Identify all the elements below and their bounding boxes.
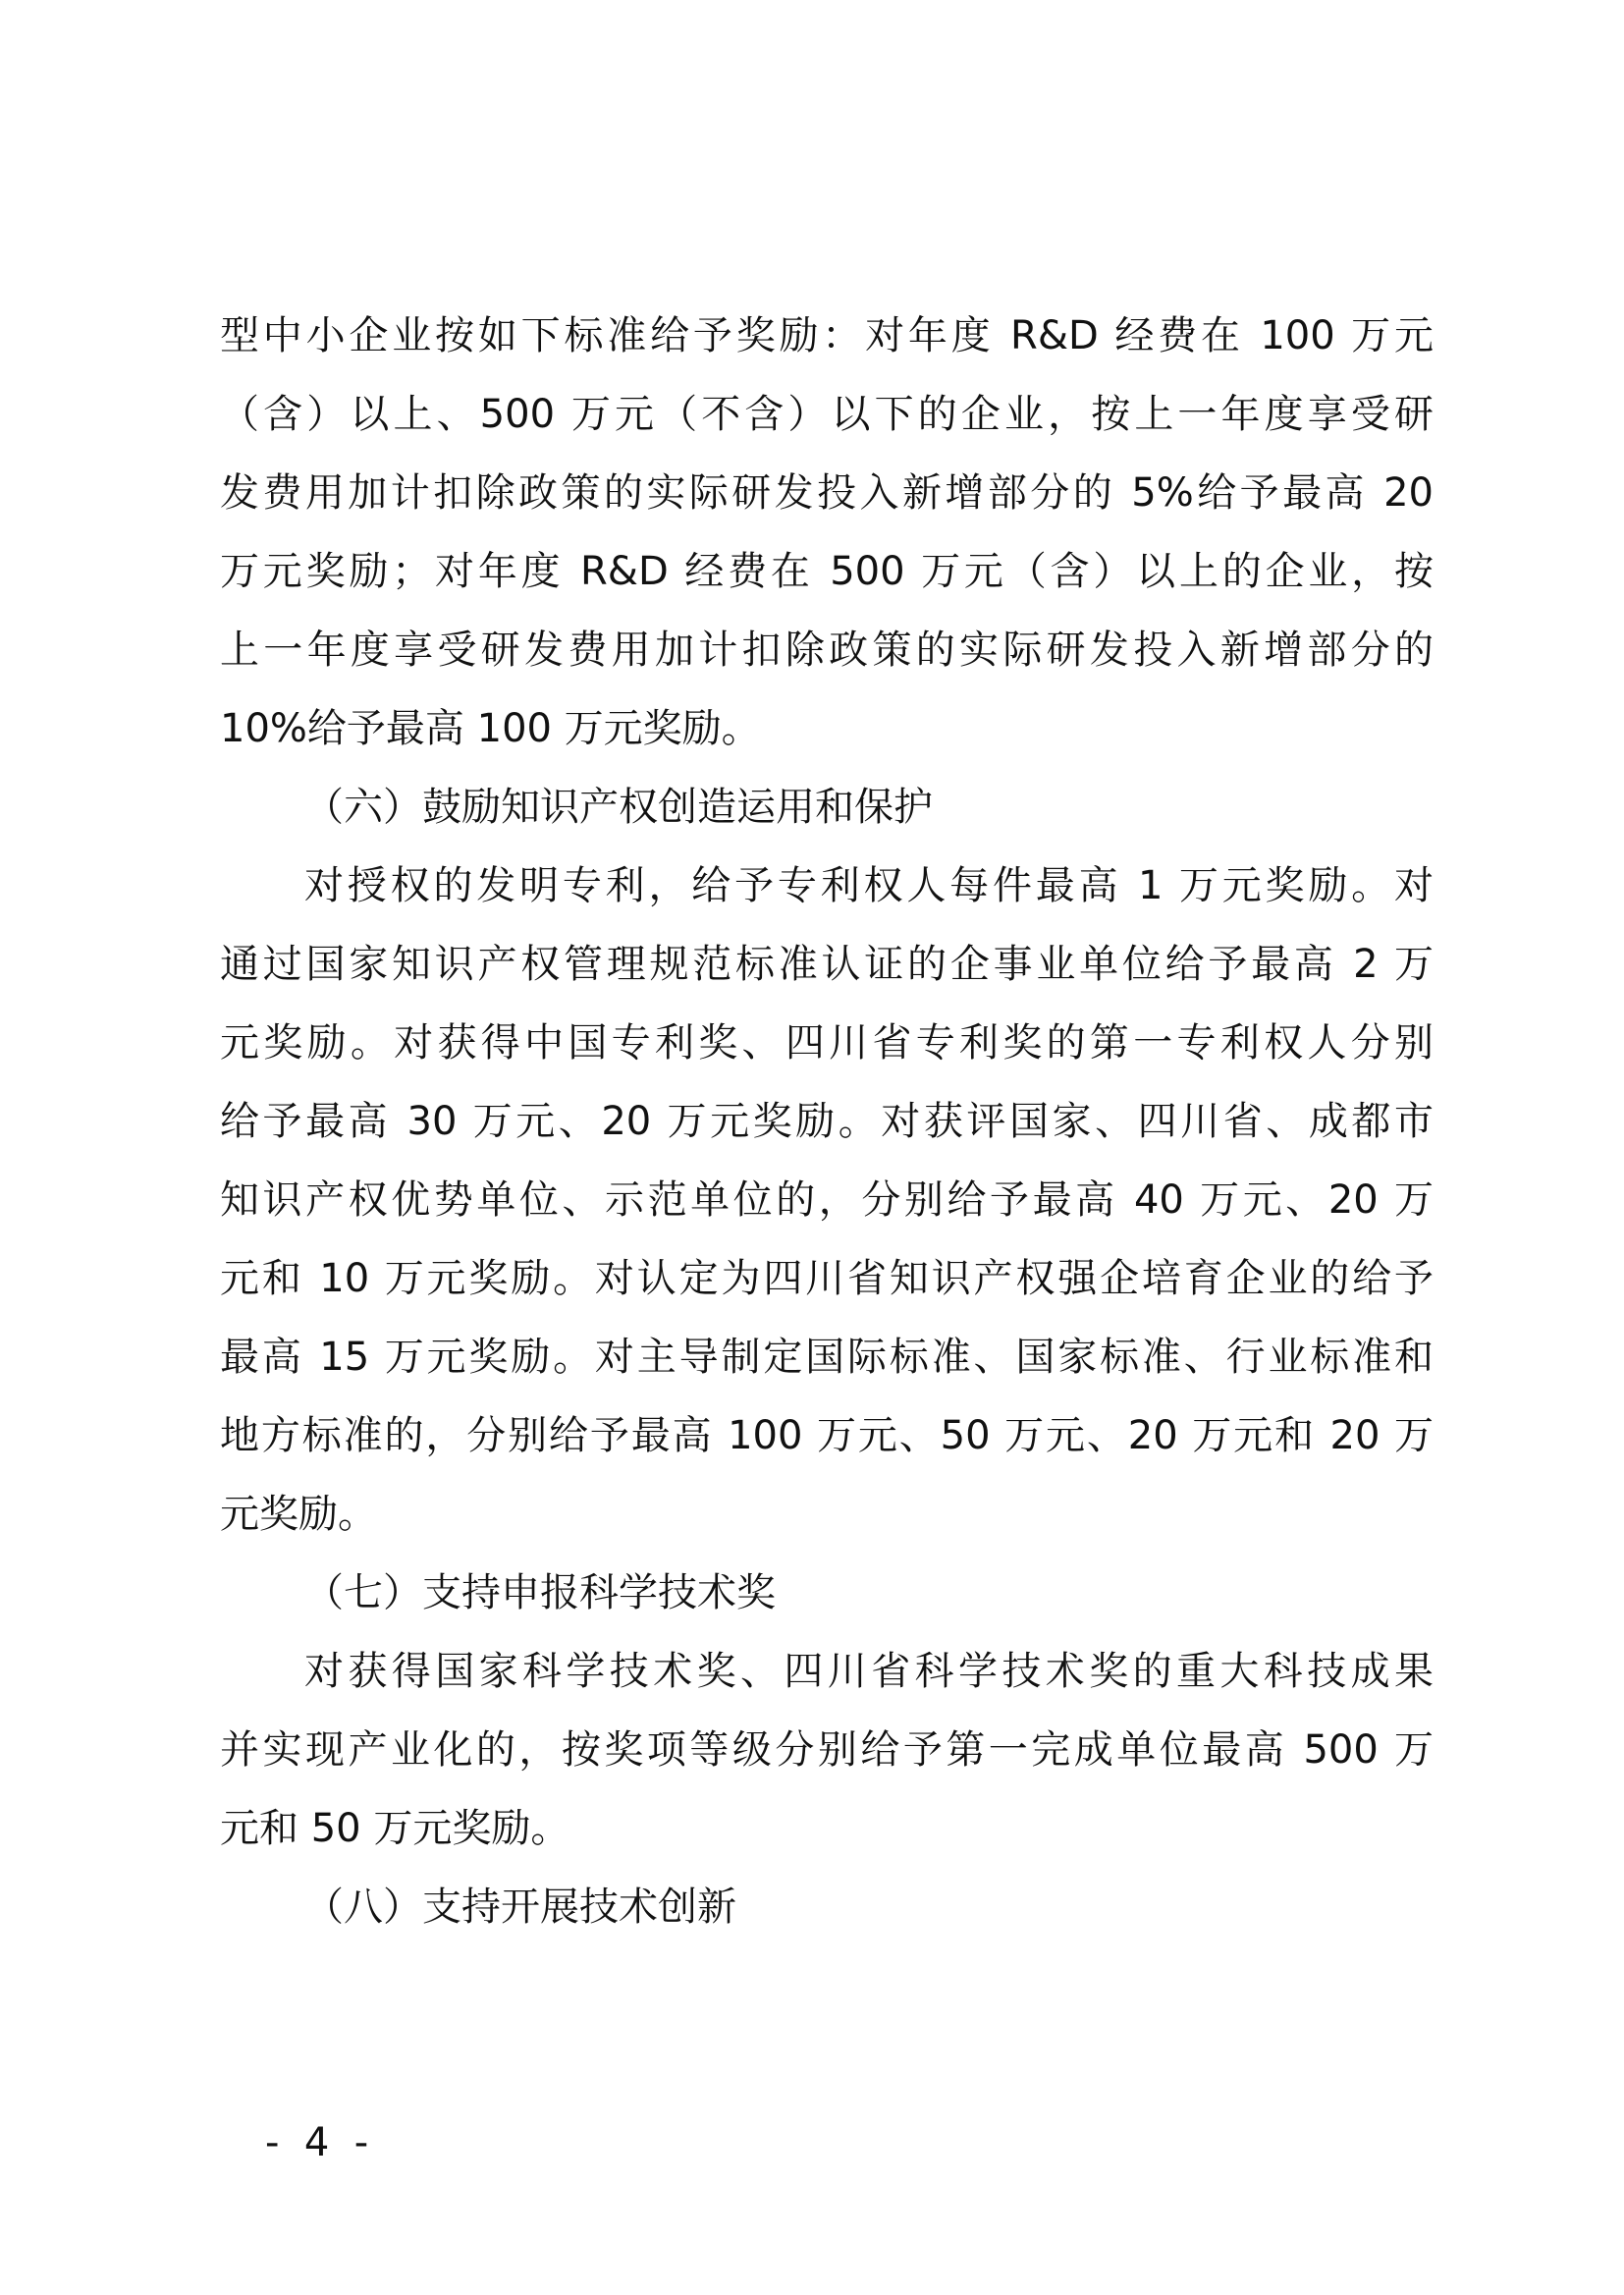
paragraph-line: 元和 50 万元奖励。 — [220, 1806, 570, 1851]
section-heading: （六）鼓励知识产权创造运用和保护 — [304, 785, 933, 830]
paragraph-line: 通过国家知识产权管理规范标准认证的企事业单位给予最高 2 万 — [220, 942, 1434, 987]
paragraph-line: 10%给予最高 100 万元奖励。 — [220, 706, 761, 751]
paragraph-line: 元奖励。 — [220, 1492, 377, 1537]
section-heading: （八）支持开展技术创新 — [304, 1885, 736, 1930]
paragraph-line: 万元奖励；对年度 R&D 经费在 500 万元（含）以上的企业，按 — [220, 549, 1434, 594]
paragraph-line: （含）以上、500 万元（不含）以下的企业，按上一年度享受研 — [220, 392, 1434, 437]
paragraph-line: 型中小企业按如下标准给予奖励：对年度 R&D 经费在 100 万元 — [220, 313, 1434, 358]
paragraph-line: 元奖励。对获得中国专利奖、四川省专利奖的第一专利权人分别 — [220, 1020, 1434, 1066]
paragraph-line: 最高 15 万元奖励。对主导制定国际标准、国家标准、行业标准和 — [220, 1335, 1434, 1380]
paragraph-line: 知识产权优势单位、示范单位的，分别给予最高 40 万元、20 万 — [220, 1177, 1434, 1223]
paragraph-line: 地方标准的，分别给予最高 100 万元、50 万元、20 万元和 20 万 — [220, 1413, 1434, 1458]
page-number: - 4 - — [265, 2120, 369, 2165]
section-heading: （七）支持申报科学技术奖 — [304, 1570, 776, 1615]
paragraph-line: 元和 10 万元奖励。对认定为四川省知识产权强企培育企业的给予 — [220, 1256, 1434, 1301]
paragraph-line: 对获得国家科学技术奖、四川省科学技术奖的重大科技成果 — [304, 1649, 1434, 1694]
paragraph-line: 对授权的发明专利，给予专利权人每件最高 1 万元奖励。对 — [304, 863, 1434, 908]
paragraph-line: 发费用加计扣除政策的实际研发投入新增部分的 5%给予最高 20 — [220, 470, 1434, 516]
paragraph-line: 上一年度享受研发费用加计扣除政策的实际研发投入新增部分的 — [220, 628, 1434, 673]
paragraph-line: 并实现产业化的，按奖项等级分别给予第一完成单位最高 500 万 — [220, 1727, 1434, 1773]
paragraph-line: 给予最高 30 万元、20 万元奖励。对获评国家、四川省、成都市 — [220, 1099, 1434, 1144]
